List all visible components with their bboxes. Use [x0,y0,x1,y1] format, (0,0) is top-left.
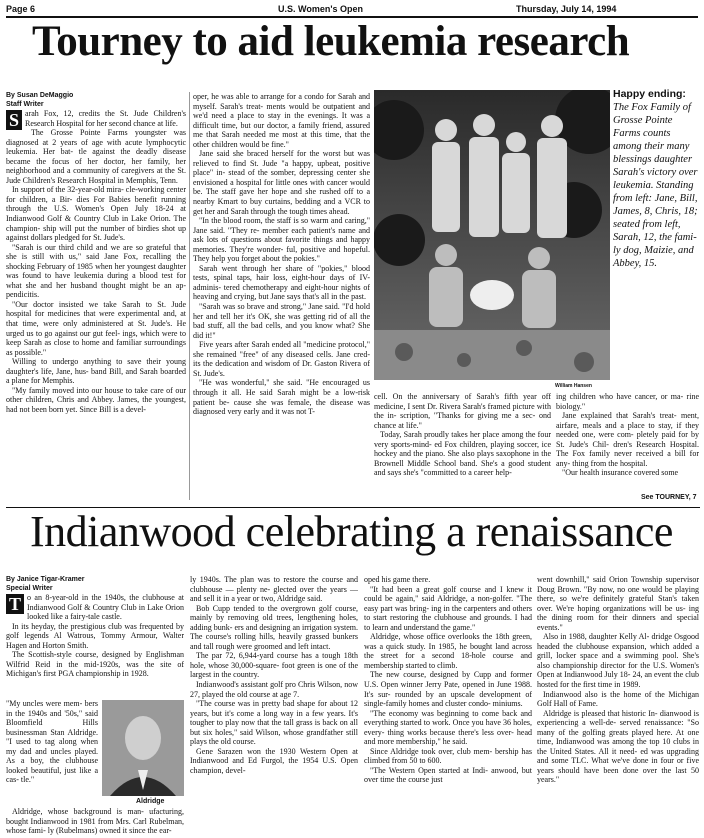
paragraph: "The economy was beginning to come back and everything started to work. Once you have 36 holes, every- thing works because there's less over- head and more membership," he said. [364,708,532,747]
paragraph: went downhill," said Orion Township supervisor Doug Brown. "By now, no one would be playing there, so we're definitely grateful Stan's taken over. We're hoping organizations will be us- ing the dining room for their dinners and special events." [537,575,699,632]
story2-column-3 [364,575,532,837]
story2-headline: Indianwood celebrating a renaissance [30,507,673,556]
story2-side-paragraph: "My uncles were mem- bers in the 1940s and '50s," said Bloomfield Hills businessman Stan Aldridge. "I used to tag along when my dad and uncles played. As a boy, the clubhouse looked beautiful, just like a cas- tle." [6,699,98,785]
paragraph: "He was wonderful," she said. "He encouraged us through it all. He said Sarah might be a low-risk patient be- cause she was female, the disease was diagnosed very early and it was not T- [193,378,370,417]
caption-text: The Fox Family of Grosse Pointe Farms counts among their many blessings daughter Sarah's victory over leukemia. Standing from left: Jane, Bill, James, 8, Chris, 18; seated from left, Sarah, 12, the fami- ly dog, Maizie, and Abbey, 15. [613,102,698,269]
paragraph: oper, he was able to arrange for a condo for Sarah and myself. Sarah's treat- ments would be outpatient and we'd need a place to stay in the evenings. It was a difficult time, but our doctor, a family friend, assured me that Sarah needed me most at this time, that the other children would be fine." [193,92,370,149]
family-photo [374,90,610,380]
story1-drop-cap: S [6,110,22,130]
paragraph: "It had been a great golf course and I knew it could be again," said Aldridge, a non-golfer. "The easy part was bring- ing in the carpenters and others to start restoring the clubhouse and grounds. I had to learn and understand the game." [364,584,532,632]
paragraph: Willing to undergo anything to save their young daughter's life, Jane, hus- band Bill, and Sarah boarded a plane for Memphis. [6,357,186,386]
story1-byline-role: Staff Writer [6,101,44,108]
section-name: U.S. Women's Open [278,4,363,14]
page-folio [6,4,698,18]
paragraph: Jane said she braced herself for the worst but was relieved to find St. Jude "a happy, upbeat, positive place" in- stead of the somber, depressing center she envisioned a hospital for little ones with cancer would be. The staff gave her hope and she rushed off to a nearby Kmart to buy curtains, bedding and a VCR to get her and Sarah through the tough times ahead. [193,149,370,216]
jump-line: See TOURNEY, 7 [641,494,697,501]
issue-date: Thursday, July 14, 1994 [516,4,617,14]
story2-bottom-paragraph: Aldridge, whose background is man- ufacturing, bought Indianwood in 1981 from Mrs. Carl Rubelman, whose fami- ly (Rubelmans) owned it since the ear- [6,807,184,836]
paragraph: ing children who have cancer, or ma- rine biology." [556,392,699,411]
paragraph: Since Aldridge took over, club mem- bership has climbed from 50 to 600. [364,746,532,766]
story1-byline [6,91,186,109]
paragraph: Indianwood also is the home of the Michigan Golf Hall of Fame. [537,689,699,709]
paragraph: T o an 8-year-old in the 1940s, the clubhouse at Indianwood Golf & Country Club in Lake Orion looked like a fairy-tale castle. [6,593,184,622]
paragraph: cell. On the anniversary of Sarah's fifth year off medicine, I sent Dr. Rivera Sarah's framed picture with the in- scription, "Thanks for giving me a sec- ond chance at life." [374,392,551,430]
story2-byline-role: Special Writer [6,585,53,592]
aldridge-photo-image [102,700,184,796]
photo-caption [613,88,699,270]
paragraph: Sarah went through her share of "pokies," blood tests, spinal taps, hair loss, eight-hour days of IV-adminis- tered chemotherapy and eight-hour nights of heaving and crying, but Jane says that's all in the past. [193,263,370,302]
paragraph: Indianwood's assistant golf pro Chris Wilson, now 27, played the old course at age 7. [190,680,358,699]
aldridge-photo [102,700,184,796]
paragraph: The Grosse Pointe Farms youngster was diagnosed at 2 years of age with acute lymphocytic leukemia. Her bat- tle against the deadly disease became the focus of her doctor, her family, her neighborhood and a community of caregivers at the St. Jude Children's Research Hospital in Memphis, Tenn. [6,128,186,185]
paragraph: "Sarah is our third child and we are so grateful that she is still with us," said Jane Fox, recalling the shocking February of 1985 when her youngest daughter was found to have leukemia during a blood test for what she and her husband thought might be an ap- pendicitis. [6,242,186,300]
paragraph: In support of the 32-year-old mira- cle-working center for children, a Bir- dies For Babies benefit running through the U.S. Women's Open July 18-24 at Indianwood Golf & Country Club in Lake Orion. The champion- ship will put the number of birdies shot up against dollars pledged for St. Jude's. [6,185,186,243]
paragraph: Today, Sarah proudly takes her place among the four very sports-mind- ed Fox children, playing soccer, ice hockey and the piano. She also plays saxophone in the Brownell Middle School band. She's a good student and says she's "committed to a career help- [374,430,551,478]
paragraph: "Sarah was so brave and strong," Jane said. "I'd hold her and tell her it's OK, she was getting rid of all the bad stuff, all the bad cells, and you know what? She did it!" [193,302,370,340]
story1-column-3 [374,392,551,502]
story2-byline-name: By Janice Tigar-Kramer [6,576,85,583]
paragraph: "Our doctor insisted we take Sarah to St. Jude hospital for medicines that were experimental and, at that time, were only administered at St. Jude's. He urged us to go against our gut feel- ings, which were to keep Sarah as close to home and familiar surroundings as possible." [6,299,186,357]
aldridge-photo-caption: Aldridge [136,798,165,805]
paragraph: Also in 1988, daughter Kelly Al- dridge Osgood headed the clubhouse expansion, which added a grill, locker space and a swimming pool. She's also championship director for the U.S. Women's Open at Indianwood July 18- 24, an event the club hosted for the first time in 1989. [537,632,699,690]
story1-column-1 [6,109,186,501]
story2-column-1-bottom [6,807,184,837]
story1-column-4 [556,392,699,482]
column-rule [189,92,190,500]
paragraph: Aldridge is pleased that historic In- dianwood is experiencing a well-de- served renaissance: "So many of the golfing greats played here. At one time, Indianwood was among the top 10 clubs in the United States. All it need- ed was upgrading and some TLC. What we've done in four or five years should have been done over the last 50 years." [537,708,699,785]
page-number: Page 6 [6,4,36,14]
paragraph: ly 1940s. The plan was to restore the course and clubhouse — plenty ne- glected over the years — and sell it in a year or two, Aldridge said. [190,575,358,604]
paragraph: "Our health insurance covered some [562,468,679,478]
photo-credit: William Hansen [555,383,592,389]
paragraph: Aldridge, whose office overlooks the 18th green, was a quick study. In 1985, he bought land across the street for a second 18-hole course and membership started to climb. [364,632,532,670]
story2-drop-cap: T [6,594,24,614]
paragraph: Jane explained that Sarah's treat- ment, airfare, meals and a place to stay, if they needed one, were com- pletely paid for by St. Jude's Chil- dren's Research Hospital. The Fox family never received a bill for any- thing from the hospital. [556,411,699,468]
paragraph: "The Western Open started at Indi- anwood, but over time the course just [364,765,532,785]
story2-column-4 [537,575,699,837]
paragraph: The par 72, 6,944-yard course has a tough 18th hole, whose 30,000-square- foot green is one of the largest in the country. [190,651,358,680]
story1-byline-name: By Susan DeMaggio [6,92,74,99]
paragraph: The Scottish-style course, designed by Englishman Wilfrid Reid in the mid-1920s, was the site of Michigan's first PGA championship in 1928. [6,650,184,679]
paragraph: Five years after Sarah ended all "medicine protocol," she remained "free" of any diseased cells. Jane cred- its the dedication and wisdom of Dr. Gaston Rivera of St. Jude's. [193,340,370,378]
story2-column-2 [190,575,358,837]
paragraph: "My family moved into our house to take care of our other children, Chris and Abbey. James, the youngest, had not been born yet. Since Bill is a devel- [6,385,186,414]
paragraph: oped his game there. [364,575,431,584]
story2-column-1-top [6,593,184,698]
family-photo-image [374,90,610,380]
story2-column-1-side [6,699,98,807]
paragraph: The new course, designed by Cupp and former U.S. Open winner Jerry Pate, opened in June 1988. It's sur- rounded by an upscale development of single-family homes and cluster condo- miniums. [364,670,532,709]
caption-lead: Happy ending: [613,88,686,100]
paragraph: Bob Cupp tended to the overgrown golf course, mainly by removing old trees, lengthening holes, adding bunk- ers and designing an irrigation system. The course's rolling hills, heavily grassed bunkers and tall rough were groomed and left intact. [190,603,358,651]
paragraph: In its heyday, the prestigious club was frequented by golf legends Al Watrous, Tommy Armour, Walter Hagen and Horton Smith. [6,621,184,650]
paragraph: S arah Fox, 12, credits the St. Jude Children's Research Hospital for her second chance at life. [6,109,186,128]
paragraph: Gene Sarazen won the 1930 Western Open at Indianwood and Ed Furgol, the 1954 U.S. Open champion, devel- [190,746,358,775]
story1-column-2 [193,92,370,501]
story1-headline: Tourney to aid leukemia research [32,18,630,65]
story2-byline [6,575,186,593]
paragraph: "In the blood room, the staff is so warm and caring," Jane said. "They re- member each patient's name and ask lots of questions about favorite things and happy memories. They're wonder- ful, positive and hopeful. They help you forget about the pokies." [193,216,370,264]
paragraph: "The course was in pretty bad shape for about 12 years, but it's come a long way in a few years. It's tougher to play now that the tall grass is back on all but six holes," said Wilson, whose grandfather still plays the old course. [190,699,358,747]
